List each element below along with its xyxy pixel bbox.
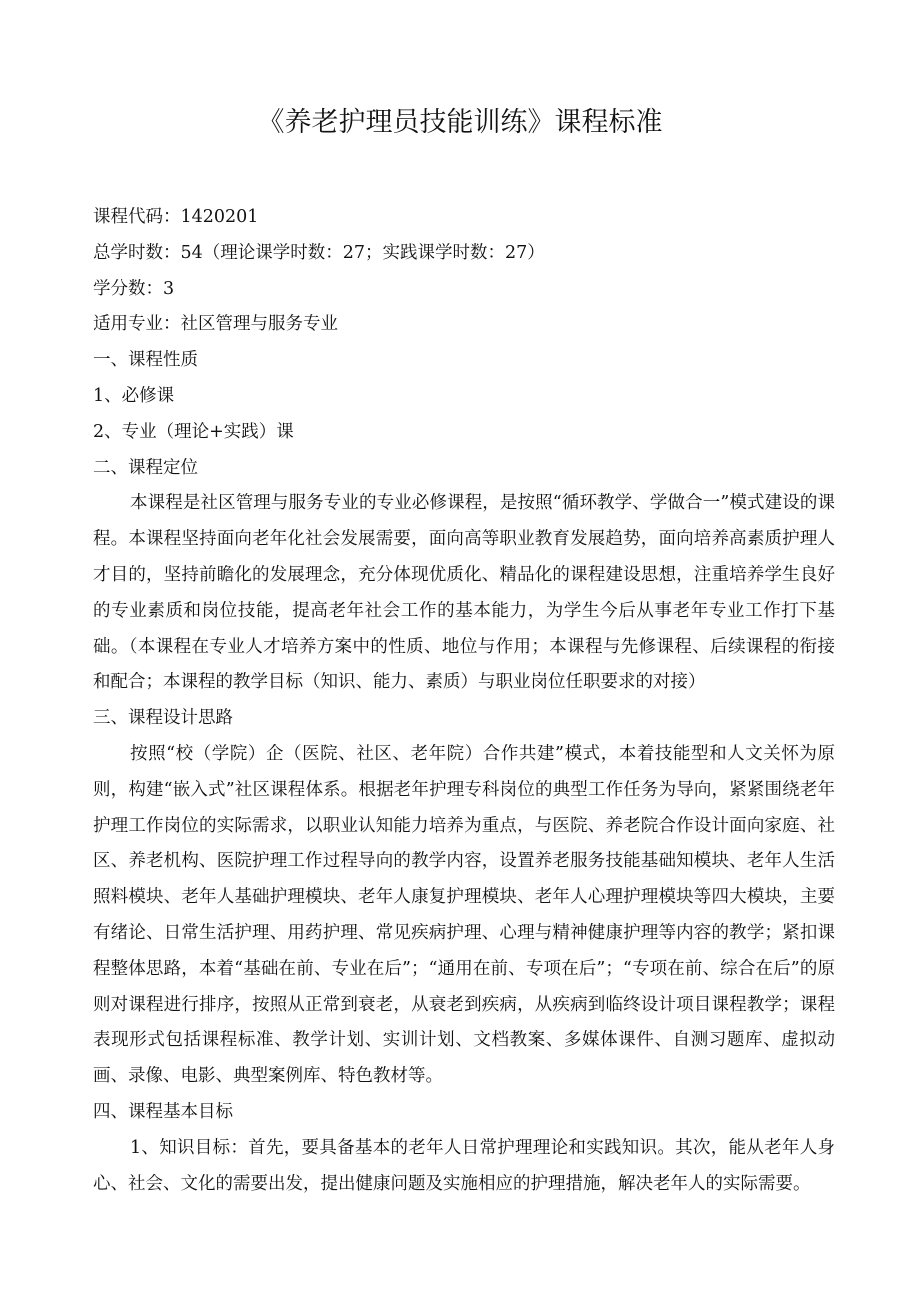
section-1-heading: 一、课程性质 [93,350,198,371]
applicable-major: 适用专业：社区管理与服务专业 [93,314,338,335]
section-3-heading: 三、课程设计思路 [93,708,233,729]
section-3-paragraph: 按照“校（学院）企（医院、社区、老年院）合作共建”模式，本着技能型和人文关怀为原则，构建“嵌入式”社区课程体系。根据老年护理专科岗位的典型工作任务为导向，紧紧围绕老年护理工作岗位的实际需求，以职业认知能力培养为重点，与医院、养老院合作设计面向家庭、社区、养老机构、医院护理工作过程导向的教学内容，设置养老服务技能基础知模块、老年人生活照料模块、老年人基础护理模块、老年人康复护理模块、老年人心理护理模块等四大模块，主要有绪论、日常生活护理、用药护理、常见疾病护理、心理与精神健康护理等内容的教学；紧扣课程整体思路，本着“基础在前、专业在后”；“通用在前、专项在后”；“专项在前、综合在后”的原则对课程进行排序，按照从正常到衰老，从衰老到疾病，从疾病到临终设计项目课程教学；课程表现形式包括课程标准、教学计划、实训计划、文档教案、多媒体课件、自测习题库、虚拟动画、录像、电影、典型案例库、特色教材等。 [93,743,835,1087]
document-body [93,200,835,1202]
section-2-paragraph: 本课程是社区管理与服务专业的专业必修课程，是按照“循环教学、学做合一”模式建设的课程。本课程坚持面向老年化社会发展需要，面向高等职业教育发展趋势，面向培养高素质护理人才目的，坚持前瞻化的发展理念，充分体现优质化、精品化的课程建设思想，注重培养学生良好的专业素质和岗位技能，提高老年社会工作的基本能力，为学生今后从事老年专业工作打下基础。（本课程在专业人才培养方案中的性质、地位与作用；本课程与先修课程、后续课程的衔接和配合；本课程的教学目标（知识、能力、素质）与职业岗位任职要求的对接） [93,493,835,693]
section-2-heading: 二、课程定位 [93,457,198,478]
total-hours: 总学时数：54（理论课学时数：27；实践课学时数：27） [93,242,545,263]
section-1-item: 1、必修课 [93,385,175,406]
course-code: 课程代码：1420201 [93,207,259,227]
credits: 学分数：3 [93,278,175,299]
section-4-heading: 四、课程基本目标 [93,1101,233,1122]
section-1-item: 2、专业（理论+实践）课 [93,421,294,442]
section-4-paragraph: 1、知识目标：首先，要具备基本的老年人日常护理理论和实践知识。其次，能从老年人身心、社会、文化的需要出发，提出健康问题及实施相应的护理措施，解决老年人的实际需要。 [93,1137,835,1194]
document-title: 《养老护理员技能训练》课程标准 [257,107,663,138]
